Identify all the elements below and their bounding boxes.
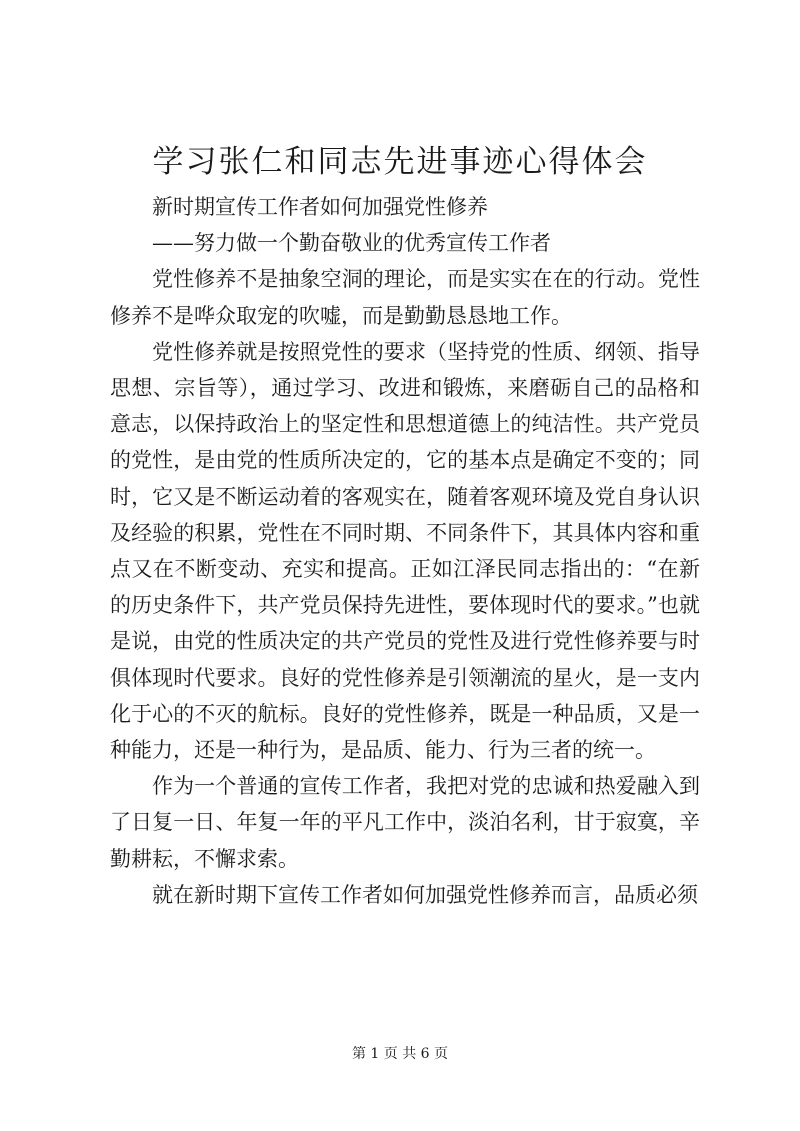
page-number-footer: 第 1 页 共 6 页: [351, 1046, 449, 1062]
paragraph: 党性修养不是抽象空洞的理论，而是实实在在的行动。党性修养不是哗众取宠的吹嘘，而是勤勤恳恳地工作。: [110, 267, 700, 328]
document-subtitle: 新时期宣传工作者如何加强党性修养: [152, 195, 488, 219]
document-title: 学习张仁和同志先进事迹心得体会: [152, 144, 648, 180]
document-subheading: ——努力做一个勤奋敬业的优秀宣传工作者: [152, 231, 551, 256]
paragraph: 就在新时期下宣传工作者如何加强党性修养而言，品质必须: [152, 882, 698, 907]
paragraph: 党性修养就是按照党性的要求（坚持党的性质、纲领、指导思想、宗旨等），通过学习、改进和锻炼，来磨砺自己的品格和意志，以保持政治上的坚定性和思想道德上的纯洁性。共产党员的党性，是由党的性质所决定的，它的基本点是确定不变的；同时，它又是不断运动着的客观实在，随着客观环境及党自身认识及经验的积累，党性在不同时期、不同条件下，其具体内容和重点又在不断变动、充实和提高。正如江泽民同志指出的：“在新的历史条件下，共产党员保持先进性，要体现时代的要求。”也就是说，由党的性质决定的共产党员的党性及进行党性修养要与时俱体现时代要求。良好的党性修养是引领潮流的星火，是一支内化于心的不灭的航标。良好的党性修养，既是一种品质，又是一种能力，还是一种行为，是品质、能力、行为三者的统一。: [110, 339, 700, 763]
paragraph: 作为一个普通的宣传工作者，我把对党的忠诚和热爱融入到了日复一日、年复一年的平凡工作中，淡泊名利，甘于寂寞，辛勤耕耘，不懈求索。: [110, 774, 700, 871]
document-body: [110, 189, 700, 913]
